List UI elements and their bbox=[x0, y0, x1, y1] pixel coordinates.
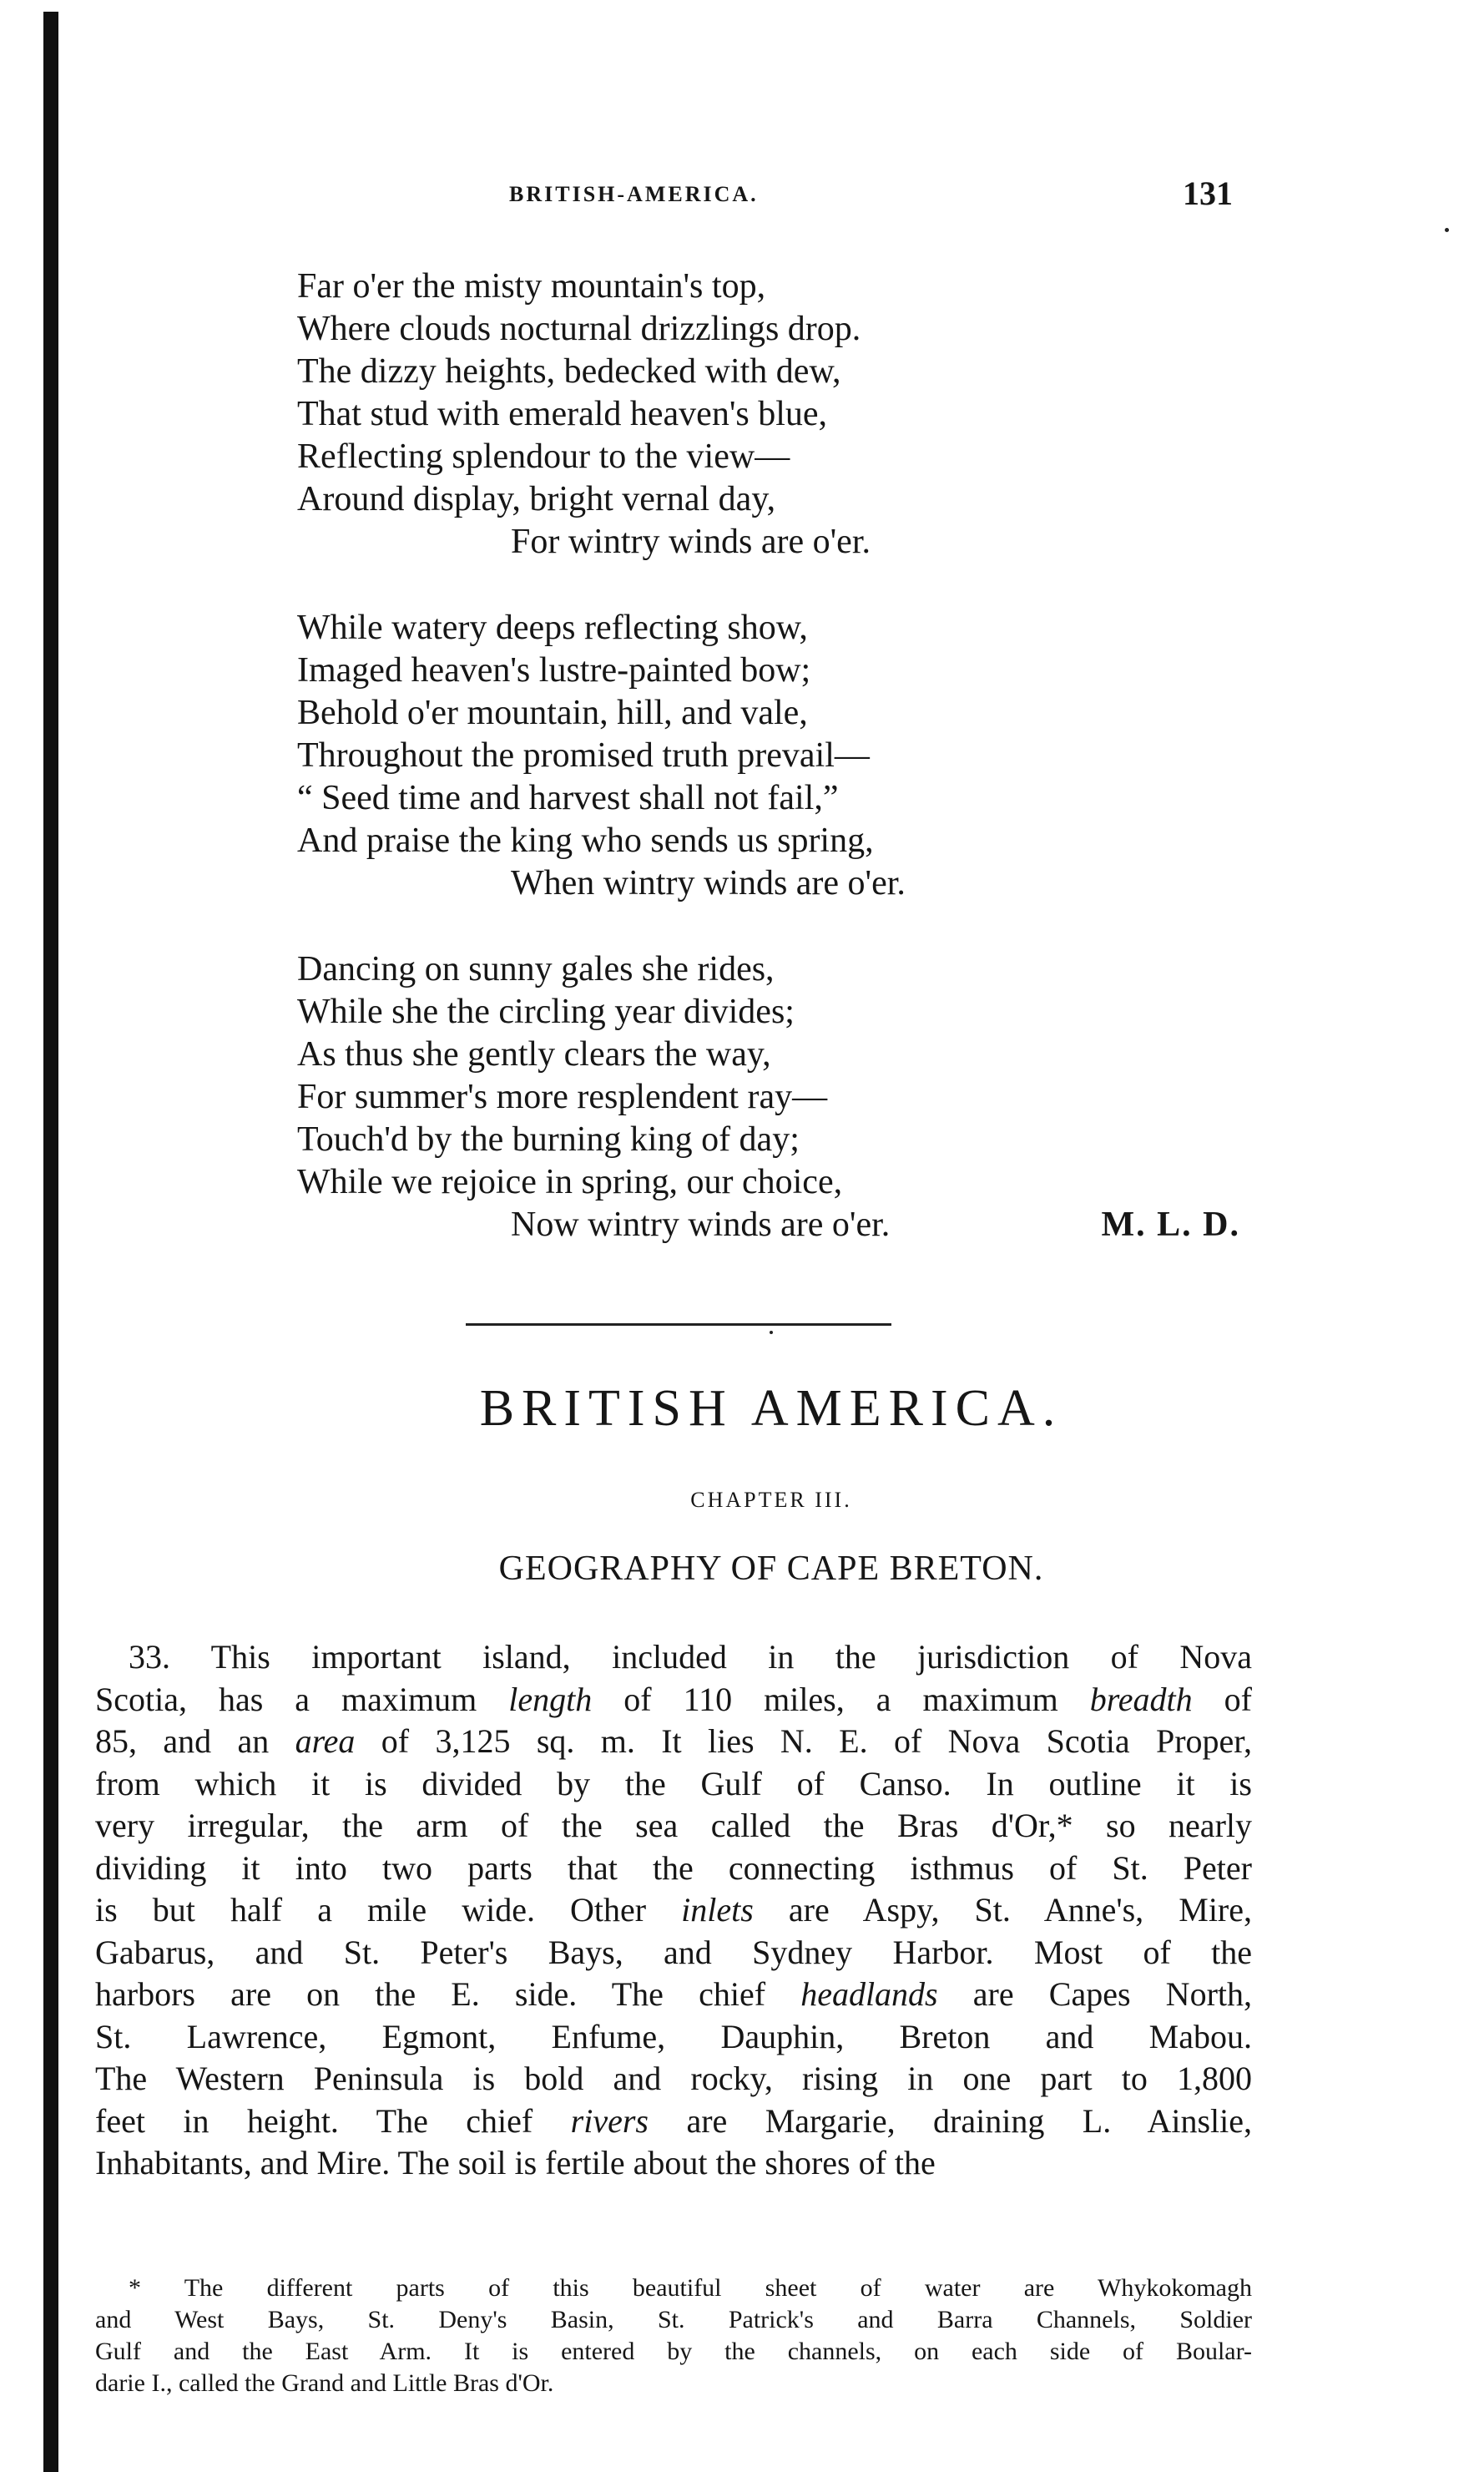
poem-line: Reflecting splendour to the view— bbox=[297, 437, 790, 476]
poem-line: “ Seed time and harvest shall not fail,” bbox=[297, 779, 839, 817]
italic-term: length bbox=[508, 1680, 593, 1718]
poem-line: That stud with emerald heaven's blue, bbox=[297, 395, 828, 433]
poem-line: And praise the king who sends us spring, bbox=[297, 821, 874, 860]
italic-term: rivers bbox=[570, 2101, 649, 2140]
ink-speck bbox=[770, 1331, 773, 1334]
paragraph-line: is but half a mile wide. Other inlets are Aspy, St. Anne's, Mire, bbox=[95, 1891, 1253, 1929]
paragraph-line: 85, and an area of 3,125 sq. m. It lies N. E. of Nova Scotia Proper, bbox=[95, 1722, 1253, 1760]
section-title: BRITISH AMERICA. bbox=[479, 1380, 1063, 1437]
paragraph-line: from which it is divided by the Gulf of Canso. In outline it is bbox=[95, 1764, 1252, 1802]
poem-line: While watery deeps reflecting show, bbox=[297, 609, 808, 647]
italic-term: area bbox=[295, 1722, 356, 1760]
footnote-line: and West Bays, St. Deny's Basin, St. Patrick's and Barra Channels, Soldier bbox=[95, 2306, 1252, 2333]
page-number: 131 bbox=[1183, 174, 1233, 212]
poem-signature: M. L. D. bbox=[1101, 1206, 1240, 1244]
running-head: BRITISH-AMERICA. bbox=[509, 182, 759, 206]
paragraph-line: harbors are on the E. side. The chief headlands are Capes North, bbox=[95, 1975, 1252, 2013]
poem-stanza bbox=[297, 948, 1282, 1246]
paragraph-line: Gabarus, and St. Peter's Bays, and Sydney Harbor. Most of the bbox=[95, 1933, 1252, 1971]
footnote-line: Gulf and the East Arm. It is entered by the channels, on each side of Boular- bbox=[95, 2338, 1252, 2365]
paragraph-line: dividing it into two parts that the connecting isthmus of St. Peter bbox=[95, 1848, 1252, 1887]
section-divider bbox=[466, 1323, 891, 1326]
poem-refrain: For wintry winds are o'er. bbox=[511, 523, 871, 561]
italic-term: breadth bbox=[1089, 1680, 1193, 1718]
ink-speck bbox=[1445, 228, 1449, 232]
chapter-title: GEOGRAPHY OF CAPE BRETON. bbox=[498, 1549, 1044, 1588]
paragraph-line: 33. This important island, included in the jurisdiction of Nova bbox=[129, 1638, 1252, 1676]
poem-refrain: When wintry winds are o'er. bbox=[511, 864, 906, 902]
paragraph-line: Scotia, has a maximum length of 110 miles, a maximum breadth of bbox=[95, 1680, 1252, 1718]
footnote-line: * The different parts of this beautiful sheet of water are Whykokomagh bbox=[129, 2274, 1252, 2302]
poem-line: Around display, bright vernal day, bbox=[297, 480, 776, 518]
paragraph-line: The Western Peninsula is bold and rocky, rising in one part to 1,800 bbox=[95, 2060, 1252, 2097]
paragraph-line: very irregular, the arm of the sea called the Bras d'Or,* so nearly bbox=[95, 1807, 1252, 1844]
footnote-line: darie I., called the Grand and Little Bras d'Or. bbox=[95, 2369, 554, 2397]
binding-shadow bbox=[43, 12, 58, 2472]
poem-line: While we rejoice in spring, our choice, bbox=[297, 1163, 843, 1201]
paragraph-line: feet in height. The chief rivers are Margarie, draining L. Ainslie, bbox=[95, 2101, 1252, 2140]
poem-line: Behold o'er mountain, hill, and vale, bbox=[297, 694, 808, 732]
poem-line: Throughout the promised truth prevail— bbox=[297, 736, 870, 775]
body-paragraph bbox=[95, 1636, 1252, 2185]
poem-line: As thus she gently clears the way, bbox=[297, 1035, 771, 1074]
poem-line: While she the circling year divides; bbox=[297, 993, 795, 1031]
paragraph-line: St. Lawrence, Egmont, Enfume, Dauphin, Breton and Mabou. bbox=[95, 2017, 1252, 2055]
poem-line: Dancing on sunny gales she rides, bbox=[297, 950, 775, 988]
poem-line: For summer's more resplendent ray— bbox=[297, 1078, 828, 1116]
italic-term: headlands bbox=[800, 1975, 938, 2013]
poem-line: Where clouds nocturnal drizzlings drop. bbox=[297, 310, 861, 348]
poem-line: Imaged heaven's lustre-painted bow; bbox=[297, 651, 811, 690]
paragraph-line: Inhabitants, and Mire. The soil is fertile about the shores of the bbox=[95, 2144, 936, 2181]
poem-stanza bbox=[297, 607, 1282, 905]
poem-stanza bbox=[297, 265, 1282, 564]
poem-line: Touch'd by the burning king of day; bbox=[297, 1120, 800, 1159]
footnote bbox=[95, 2272, 1252, 2399]
poem-line: The dizzy heights, bedecked with dew, bbox=[297, 352, 841, 391]
poem bbox=[297, 265, 1282, 1290]
poem-final-line bbox=[297, 1204, 1240, 1246]
chapter-number: CHAPTER III. bbox=[690, 1488, 852, 1512]
italic-term: inlets bbox=[681, 1891, 754, 1929]
poem-refrain: Now wintry winds are o'er. bbox=[511, 1206, 891, 1244]
poem-line: Far o'er the misty mountain's top, bbox=[297, 267, 766, 306]
